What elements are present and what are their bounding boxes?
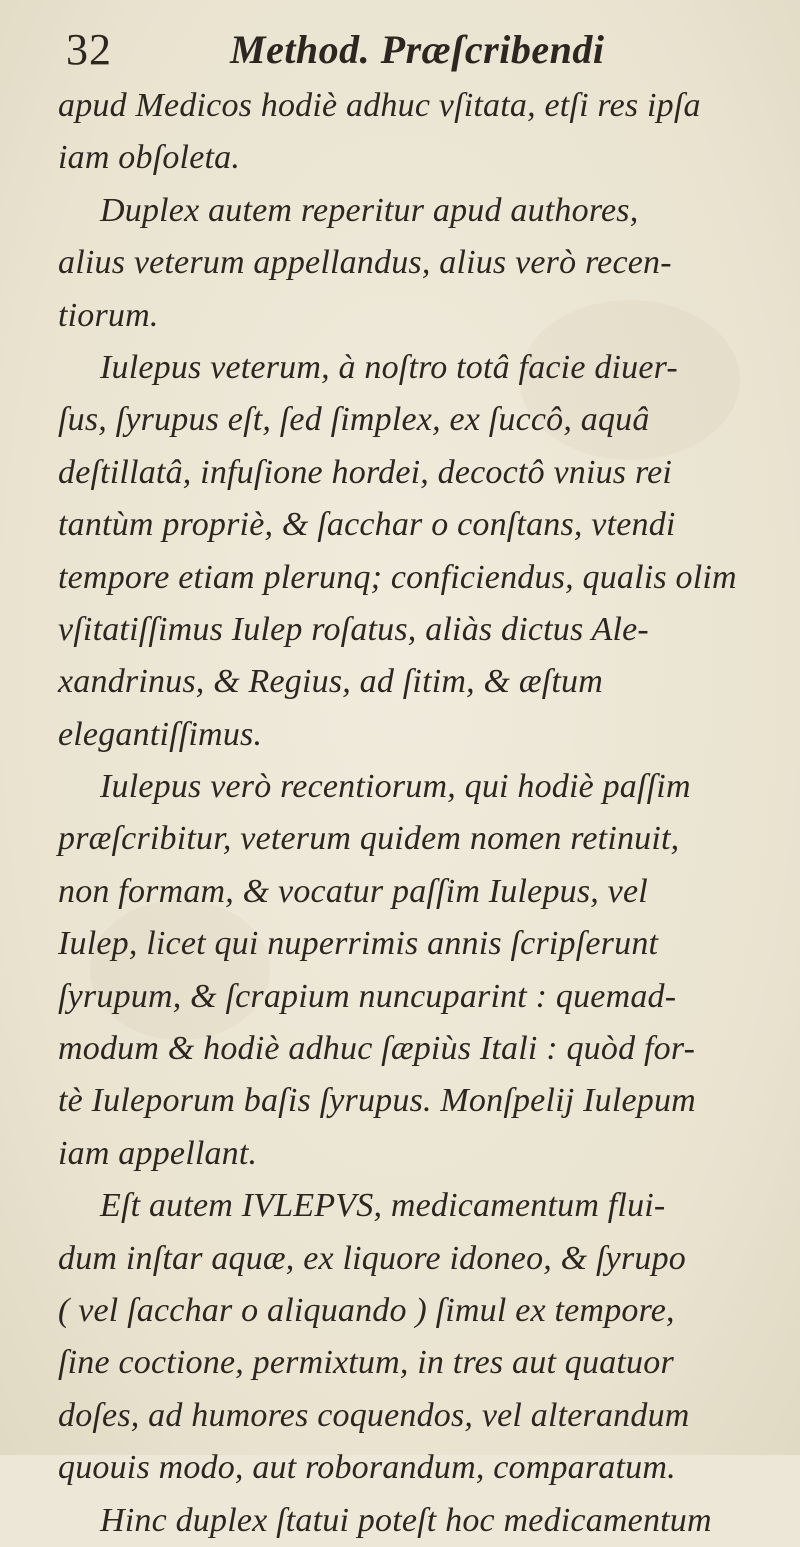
text-line: dum inſtar aquæ, ex liquore idoneo, & ſyrupo	[58, 1239, 686, 1277]
text-line: modum & hodiè adhuc ſæpiùs Itali : quòd for-	[58, 1030, 696, 1068]
text-line: Iulepus verò recentiorum, qui hodiè paſſim	[100, 768, 691, 806]
text-line: tempore etiam plerunq; conficiendus, qualis olim	[58, 558, 737, 596]
text-line: iam obſoleta.	[58, 139, 241, 177]
text-line: tantùm propriè, & ſacchar o conſtans, vtendi	[58, 506, 676, 544]
page-header	[0, 22, 800, 82]
text-line: ſyrupum, & ſcrapium nuncuparint : quemad-	[58, 977, 677, 1015]
text-line: Hinc duplex ſtatui poteſt hoc medicamentum	[100, 1501, 712, 1539]
text-line: Duplex autem reperitur apud authores,	[100, 191, 639, 229]
text-line: Eſt autem IVLEPVS, medicamentum flui-	[100, 1187, 666, 1225]
text-line: iam appellant.	[58, 1134, 258, 1172]
text-line: ( vel ſacchar o aliquando ) ſimul ex tempore,	[58, 1291, 675, 1329]
text-line: præſcribitur, veterum quidem nomen retinuit,	[58, 820, 680, 858]
text-line: apud Medicos hodiè adhuc vſitata, etſi res ipſa	[58, 87, 701, 124]
text-line: xandrinus, & Regius, ad ſitim, & æſtum	[58, 663, 603, 701]
text-line: alius veterum appellandus, alius verò recen-	[58, 244, 672, 282]
text-line: doſes, ad humores coquendos, vel alterandum	[58, 1396, 690, 1434]
text-line: elegantiſſimus.	[58, 715, 263, 753]
text-line: deſtillatâ, infuſione hordei, decoctô vnius rei	[58, 453, 673, 491]
text-line: quouis modo, aut roborandum, comparatum.	[58, 1449, 676, 1487]
text-line: ſine coctione, permixtum, in tres aut quatuor	[58, 1344, 674, 1382]
page-number: 32	[66, 25, 112, 74]
text-line: non formam, & vocatur paſſim Iulepus, vel	[58, 872, 648, 910]
body-text	[58, 80, 770, 1547]
text-line: tè Iuleporum baſis ſyrupus. Monſpelij Iulepum	[58, 1082, 696, 1120]
text-line: ſus, ſyrupus eſt, ſed ſimplex, ex ſuccô, aquâ	[58, 401, 650, 439]
text-line: tiorum.	[58, 296, 159, 334]
text-line: Iulepus veterum, à noſtro totâ facie diuer-	[100, 348, 678, 386]
text-line: vſitatiſſimus Iulep roſatus, aliàs dictus Ale-	[58, 610, 649, 648]
running-head: Method. Præſcribendi	[230, 27, 605, 72]
text-line: Iulep, licet qui nuperrimis annis ſcripſerunt	[58, 925, 659, 963]
